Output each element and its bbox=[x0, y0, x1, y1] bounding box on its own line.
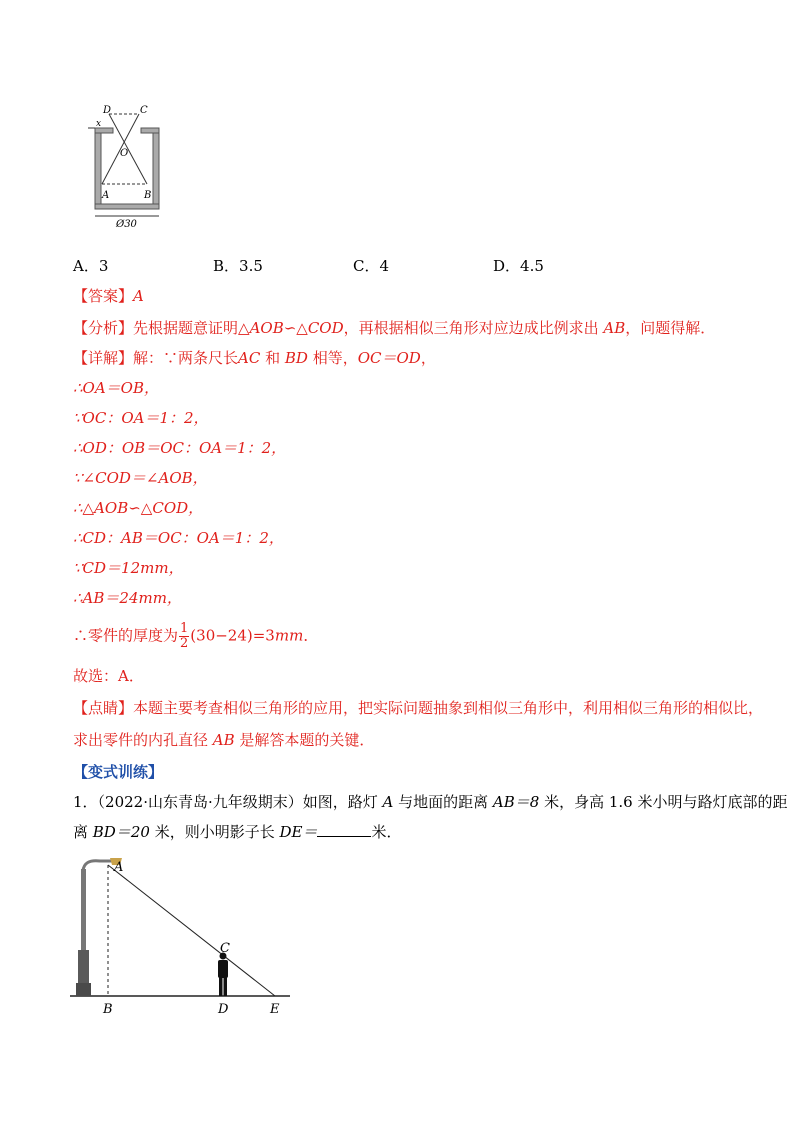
comment-line-1: 【点睛】本题主要考查相似三角形的应用，把实际问题抽象到相似三角形中，利用相似三角形的相似比， bbox=[73, 699, 764, 717]
answer-blank bbox=[317, 822, 371, 837]
detail-line-8: ∵CD＝12mm， bbox=[73, 559, 184, 577]
option-b: B．3.5 bbox=[213, 257, 263, 275]
label-a: A bbox=[102, 190, 110, 201]
label-diameter: Ø30 bbox=[116, 219, 137, 230]
label-o: O bbox=[120, 148, 129, 159]
label-a: A bbox=[114, 860, 124, 875]
figure-part-diagram bbox=[80, 100, 170, 230]
option-a: A．3 bbox=[73, 257, 109, 275]
detail-line-1: 【详解】解：∵两条尺长AC 和 BD 相等，OC＝OD， bbox=[73, 349, 436, 367]
figure-streetlamp-diagram bbox=[70, 855, 290, 1020]
detail-choose: 故选：A． bbox=[73, 667, 144, 685]
answer-line: 【答案】A bbox=[73, 287, 144, 305]
option-d: D．4.5 bbox=[493, 257, 544, 275]
detail-line-2: ∴OA＝OB， bbox=[73, 379, 159, 397]
part-right-wall bbox=[153, 128, 159, 208]
practice-heading: 【变式训练】 bbox=[73, 763, 164, 781]
label-d: D bbox=[218, 1002, 229, 1017]
analysis-line: 【分析】先根据题意证明△AOB∽△COD，再根据相似三角形对应边成比例求出 AB，问题得解． bbox=[73, 319, 716, 337]
fraction-half: $\frac{1}{2}$ bbox=[180, 621, 189, 651]
label-b: B bbox=[103, 1002, 113, 1017]
question-1-line-2: 离 BD＝20 米，则小明影子长 DE＝ 米． bbox=[73, 823, 402, 841]
detail-line-9: ∴AB＝24mm， bbox=[73, 589, 182, 607]
label-c: C bbox=[220, 941, 230, 956]
label-d: D bbox=[103, 105, 112, 116]
label-c: C bbox=[140, 105, 148, 116]
street-lamp bbox=[76, 858, 122, 996]
light-ray-ae bbox=[108, 865, 275, 996]
detail-line-5: ∵∠COD＝∠AOB， bbox=[73, 469, 208, 487]
label-x: x bbox=[96, 119, 102, 129]
comment-line-2: 求出零件的内孔直径 AB 是解答本题的关键． bbox=[73, 731, 375, 749]
detail-line-6: ∴△AOB∽△COD， bbox=[73, 499, 204, 517]
label-e: E bbox=[270, 1002, 280, 1017]
part-bottom-wall bbox=[95, 204, 159, 209]
part-top-right-lip bbox=[141, 128, 159, 133]
part-left-wall bbox=[95, 128, 101, 208]
option-c: C．4 bbox=[353, 257, 390, 275]
question-1-line-1: 1．（2022·山东青岛·九年级期末）如图，路灯 A 与地面的距离 AB＝8 米，身高 1.6 米小明与路灯底部的距 bbox=[73, 793, 788, 811]
detail-line-3: ∵OC：OA＝1：2， bbox=[73, 409, 209, 427]
person-silhouette bbox=[218, 953, 228, 997]
detail-line-7: ∴CD：AB＝OC：OA＝1：2， bbox=[73, 529, 284, 547]
detail-line-4: ∴OD：OB＝OC：OA＝1：2， bbox=[73, 439, 287, 457]
detail-line-10: ∴零件的厚度为 $\frac{1}{2}$ (30−24)=3mm． bbox=[73, 621, 319, 651]
label-b: B bbox=[144, 190, 152, 201]
